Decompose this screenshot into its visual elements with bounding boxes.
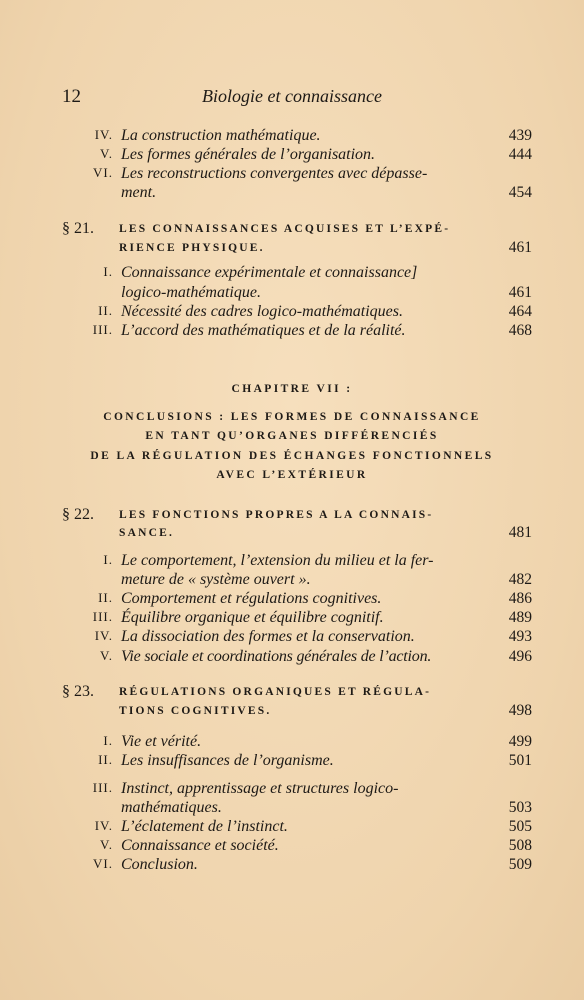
entry-title: Conclusion. xyxy=(121,856,198,873)
entry-page: 464 xyxy=(508,303,532,320)
running-title: Biologie et connaissance xyxy=(202,86,382,106)
entry-number: IV. xyxy=(94,628,113,643)
section-title: RIENCE PHYSIQUE. xyxy=(119,242,265,254)
entry-title: logico-mathématique. xyxy=(121,284,261,301)
section-number: § 23. xyxy=(62,683,94,700)
entry-title: mathématiques. xyxy=(121,799,222,816)
entry-page: 454 xyxy=(508,184,532,201)
entry-number: V. xyxy=(100,146,113,161)
entry-number: VI. xyxy=(93,165,113,180)
entry-title: L’accord des mathématiques et de la réalité. xyxy=(121,322,406,339)
section-title: TIONS COGNITIVES. xyxy=(119,705,272,717)
entry-number: III. xyxy=(92,609,113,624)
page-number: 12 xyxy=(62,86,81,107)
entry-number: IV. xyxy=(94,818,113,833)
entry-title: Vie sociale et coordinations générales de l’action. xyxy=(121,648,432,665)
entry-number: V. xyxy=(100,837,113,852)
entry-number: I. xyxy=(103,733,113,748)
entry-page: 482 xyxy=(508,571,532,588)
entry-number: I. xyxy=(103,552,113,567)
entry-title: Instinct, apprentissage et structures logico- xyxy=(121,780,399,797)
section-title: SANCE. xyxy=(119,527,175,539)
entry-page: 461 xyxy=(508,284,532,301)
entry-number: II. xyxy=(98,752,113,767)
entry-page: 496 xyxy=(508,648,532,665)
entry-page: 499 xyxy=(508,733,532,750)
entry-title: La construction mathématique. xyxy=(121,127,321,144)
entry-page: 501 xyxy=(508,752,532,769)
section-title: RÉGULATIONS ORGANIQUES ET RÉGULA- xyxy=(119,686,432,698)
chapter-label: CHAPITRE VII : xyxy=(231,383,353,395)
entry-title: ment. xyxy=(121,184,157,201)
section-title: LES FONCTIONS PROPRES A LA CONNAIS- xyxy=(119,509,434,521)
entry-title: Nécessité des cadres logico-mathématiques. xyxy=(121,303,404,320)
entry-title: Le comportement, l’extension du milieu et la fer- xyxy=(121,552,434,569)
entry-title: Équilibre organique et équilibre cognitif. xyxy=(121,609,384,626)
entry-title: meture de « système ouvert ». xyxy=(121,571,311,588)
entry-title: Comportement et régulations cognitives. xyxy=(121,590,382,607)
entry-number: II. xyxy=(98,303,113,318)
entry-page: 489 xyxy=(508,609,532,626)
entry-page: 486 xyxy=(508,590,532,607)
entry-title: Connaissance et société. xyxy=(121,837,279,854)
entry-page: 444 xyxy=(508,146,532,163)
entry-page: 498 xyxy=(508,702,532,719)
section-title: LES CONNAISSANCES ACQUISES ET L’EXPÉ- xyxy=(119,223,451,235)
entry-number: VI. xyxy=(93,856,113,871)
entry-number: II. xyxy=(98,590,113,605)
entry-title: Les insuffisances de l’organisme. xyxy=(121,752,334,769)
entry-page: 439 xyxy=(508,127,532,144)
entry-title: L’éclatement de l’instinct. xyxy=(121,818,288,835)
entry-page: 481 xyxy=(508,524,532,541)
chapter-title-line: AVEC L’EXTÉRIEUR xyxy=(216,469,368,481)
entry-page: 461 xyxy=(508,239,532,256)
entry-page: 508 xyxy=(508,837,532,854)
entry-page: 505 xyxy=(508,818,532,835)
section-number: § 21. xyxy=(62,220,94,237)
entry-title: Connaissance expérimentale et connaissance] xyxy=(121,264,418,281)
chapter-title-line: CONCLUSIONS : LES FORMES DE CONNAISSANCE xyxy=(103,411,481,423)
entry-title: Les formes générales de l’organisation. xyxy=(121,146,376,163)
entry-page: 493 xyxy=(508,628,532,645)
entry-number: IV. xyxy=(94,127,113,142)
entry-number: V. xyxy=(100,648,113,663)
section-number: § 22. xyxy=(62,506,94,523)
entry-title: Vie et vérité. xyxy=(121,733,202,750)
chapter-title-line: EN TANT QU’ORGANES DIFFÉRENCIÉS xyxy=(145,430,439,442)
chapter-title-line: DE LA RÉGULATION DES ÉCHANGES FONCTIONNELS xyxy=(90,450,494,462)
entry-number: III. xyxy=(92,780,113,795)
entry-number: I. xyxy=(103,264,113,279)
entry-title: La dissociation des formes et la conservation. xyxy=(121,628,415,645)
entry-title: Les reconstructions convergentes avec dépasse- xyxy=(121,165,428,182)
entry-number: III. xyxy=(92,322,113,337)
entry-page: 509 xyxy=(508,856,532,873)
entry-page: 503 xyxy=(508,799,532,816)
entry-page: 468 xyxy=(508,322,532,339)
